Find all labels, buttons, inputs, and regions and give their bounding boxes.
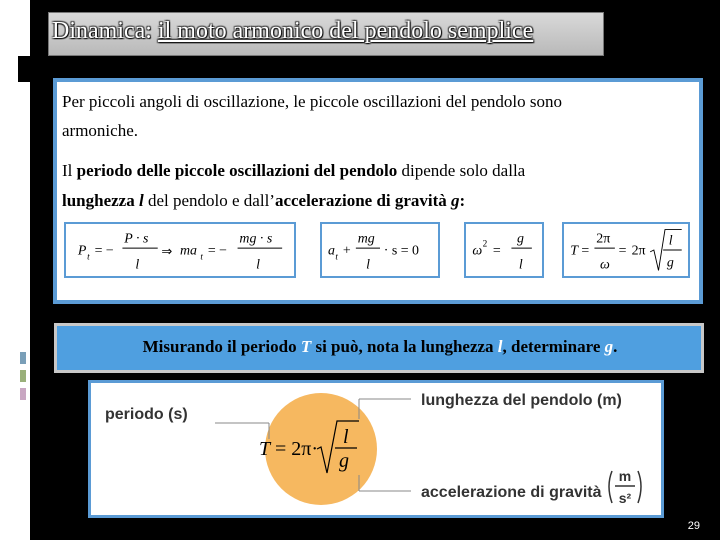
unit-numerator: m	[618, 468, 632, 484]
svg-text:mg: mg	[357, 231, 375, 247]
period-line-1: Il periodo delle piccole oscillazioni del pendolo dipende solo dalla	[62, 161, 526, 180]
svg-text:l: l	[343, 426, 349, 448]
svg-text:= −: = −	[207, 243, 228, 259]
svg-text:2: 2	[482, 239, 488, 250]
svg-text:mg · s: mg · s	[239, 231, 273, 247]
svg-text:ma: ma	[180, 243, 197, 259]
svg-text:=: =	[492, 243, 501, 259]
intro-line-1: Per piccoli angoli di oscillazione, le piccole oscillazioni del pendolo sono	[62, 92, 562, 111]
formula-acceleration	[320, 222, 440, 278]
svg-text:=: =	[581, 243, 590, 259]
decorative-bar	[20, 370, 26, 382]
svg-text:g: g	[517, 231, 524, 247]
svg-text:g: g	[339, 450, 349, 472]
formula-tangential-force	[64, 222, 296, 278]
conclusion-text: Misurando il periodo T si può, nota la lunghezza l, determinare g.	[142, 337, 618, 356]
label-length: lunghezza del pendolo (m)	[421, 392, 622, 409]
formula-diagram	[88, 380, 664, 518]
svg-text:T: T	[259, 438, 271, 460]
svg-text:l: l	[256, 257, 261, 273]
svg-text:l: l	[366, 257, 370, 273]
svg-text:+: +	[342, 243, 351, 259]
svg-text:T: T	[570, 243, 579, 259]
decorative-square	[18, 56, 30, 82]
svg-text:t: t	[87, 252, 90, 263]
label-gravity: accelerazione di gravità	[421, 484, 602, 501]
svg-text:t: t	[335, 252, 339, 263]
unit-denominator: s²	[618, 490, 632, 506]
svg-text:=: =	[618, 243, 627, 259]
svg-text:· s = 0: · s = 0	[383, 243, 419, 259]
formula-omega	[464, 222, 544, 278]
svg-text:l: l	[518, 257, 523, 273]
svg-text:ω: ω	[600, 257, 610, 273]
svg-text:l: l	[668, 233, 673, 249]
svg-text:l: l	[135, 257, 140, 273]
svg-text:= −: = −	[94, 243, 114, 259]
svg-text:2π: 2π	[631, 243, 646, 259]
svg-text:ω: ω	[472, 243, 483, 259]
svg-text:a: a	[328, 243, 335, 259]
intro-line-2: armoniche.	[62, 121, 138, 140]
svg-text:P: P	[77, 243, 87, 259]
label-period: periodo (s)	[105, 406, 188, 423]
formula-period	[562, 222, 690, 278]
svg-text:⇒: ⇒	[161, 243, 173, 259]
svg-text:t: t	[200, 252, 204, 263]
svg-text:= 2π·: = 2π·	[275, 438, 319, 460]
page-number: 29	[687, 520, 700, 532]
decorative-bar	[20, 388, 26, 400]
slide-title: Dinamica: il moto armonico del pendolo semplice	[52, 18, 534, 44]
period-line-2: lunghezza l del pendolo e dall’accelerazione di gravità g:	[62, 191, 466, 210]
svg-text:P · s: P · s	[124, 231, 149, 247]
svg-text:2π: 2π	[596, 231, 611, 247]
svg-text:g: g	[666, 255, 674, 271]
